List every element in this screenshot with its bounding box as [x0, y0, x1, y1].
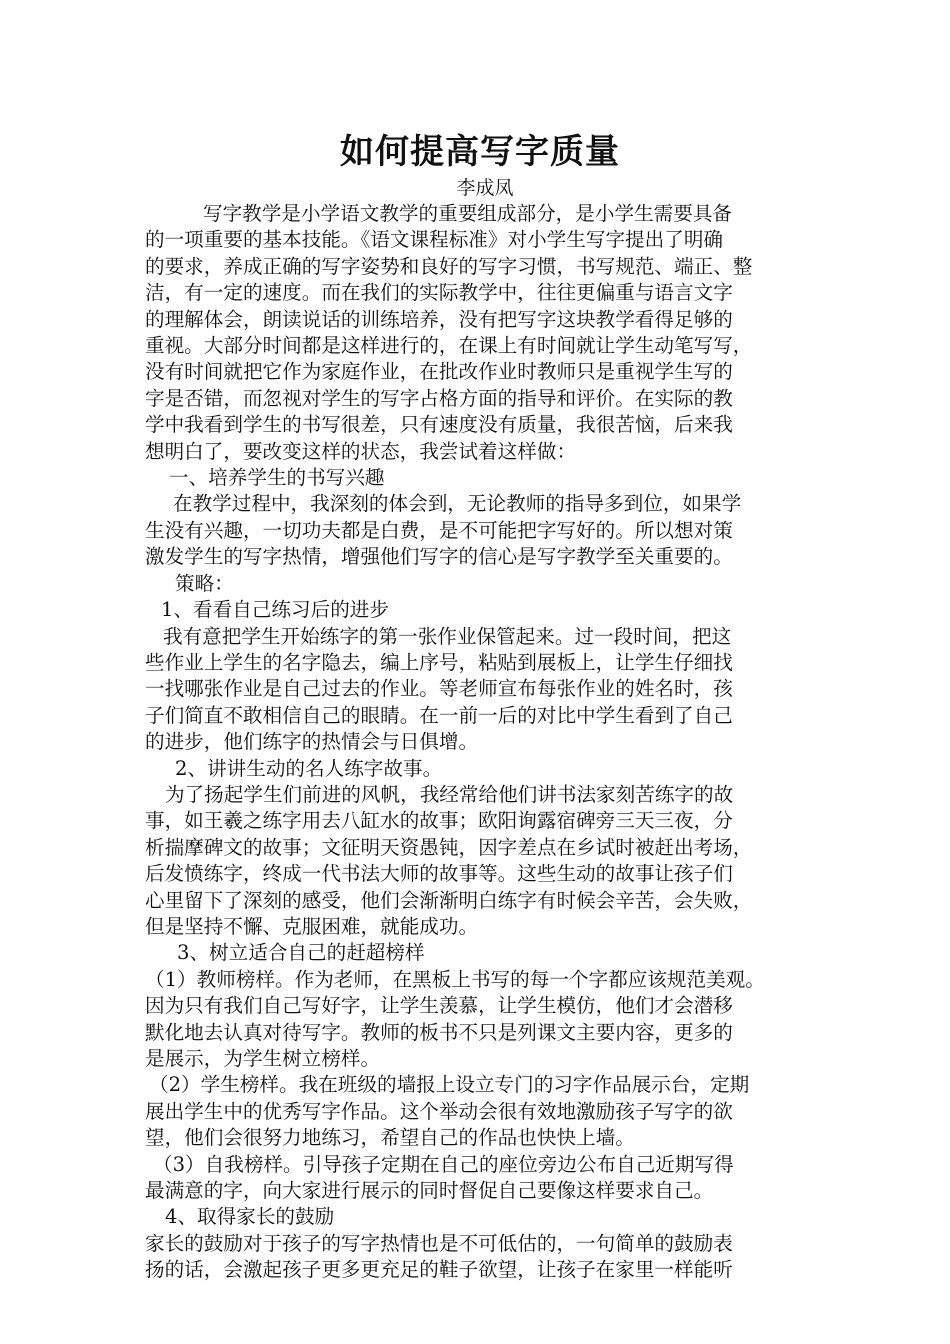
text-line: 4、取得家长的鼓励 — [165, 1205, 335, 1229]
document-body — [145, 201, 825, 1284]
text-line: 是展示，为学生树立榜样。 — [145, 1047, 381, 1070]
document-page — [145, 128, 825, 1284]
text-line: 后发愤练字，终成一代书法大师的故事等。这些生动的故事让孩子们 — [145, 862, 733, 886]
text-line: 洁，有一定的速度。而在我们的实际教学中，往往更偏重与语言文字 — [145, 281, 733, 305]
text-line: 在教学过程中，我深刻的体会到，无论教师的指导多到位，如果学 — [173, 492, 742, 516]
text-line: 的进步，他们练字的热情会与日俱增。 — [145, 730, 479, 754]
text-line: 些作业上学生的名字隐去，编上序号，粘贴到展板上，让学生仔细找 — [145, 650, 733, 674]
text-line: 心里留下了深刻的感受，他们会渐渐明白练字有时候会辛苦，会失败， — [145, 888, 753, 912]
text-line: 激发学生的写字热情，增强他们写字的信心是写字教学至关重要的。 — [145, 545, 733, 569]
text-line: 没有时间就把它作为家庭作业，在批改作业时教师只是重视学生写的 — [145, 360, 733, 384]
text-line: 生没有兴趣，一切功夫都是白费，是不可能把字写好的。所以想对策 — [145, 518, 733, 542]
text-line: 因为只有我们自己写好字，让学生羡慕，让学生模仿，他们才会潜移 — [145, 994, 733, 1018]
text-line: 最满意的字，向大家进行展示的同时督促自己要像这样要求自己。 — [145, 1179, 714, 1203]
text-line: （2）学生榜样。我在班级的墙报上设立专门的习字作品展示台，定期 — [149, 1073, 750, 1097]
text-line: 的一项重要的基本技能。《语文课程标准》对小学生写字提出了明确 — [145, 228, 724, 252]
text-line: 析揣摩碑文的故事；文征明天资愚钝，因字差点在乡试时被赶出考场， — [145, 835, 753, 859]
text-line: 事，如王羲之练字用去八缸水的故事；欧阳询露宿碑旁三天三夜，分 — [145, 809, 733, 833]
text-line: 策略： — [175, 571, 234, 595]
text-line: （1）教师榜样。作为老师，在黑板上书写的每一个字都应该规范美观。 — [145, 967, 765, 991]
text-line: 重视。大部分时间都是这样进行的，在课上有时间就让学生动笔写写， — [145, 334, 753, 358]
text-line: 一、培养学生的书写兴趣 — [169, 466, 385, 490]
text-line: 子们简直不敢相信自己的眼睛。在一前一后的对比中学生看到了自己 — [145, 703, 733, 727]
text-line: 的要求，养成正确的写字姿势和良好的写字习惯，书写规范、端正、整 — [145, 254, 753, 278]
text-line: 字是否错，而忽视对学生的写字占格方面的指导和评价。在实际的教 — [145, 386, 733, 410]
text-line: 我有意把学生开始练字的第一张作业保管起来。过一段时间，把这 — [163, 624, 732, 648]
author-name: 李成凤 — [456, 177, 514, 199]
text-line: 家长的鼓励对于孩子的写字热情也是不可低估的，一句简单的鼓励表 — [145, 1231, 733, 1255]
text-line: 扬的话，会激起孩子更多更充足的鞋子欲望，让孩子在家里一样能听 — [145, 1258, 733, 1282]
document-title: 如何提高写字质量 — [340, 132, 620, 172]
text-line: （3）自我榜样。引导孩子定期在自己的座位旁边公布自己近期写得 — [153, 1152, 734, 1176]
text-line: 展出学生中的优秀写字作品。这个举动会很有效地激励孩子写字的欲 — [145, 1099, 733, 1123]
text-line: 望，他们会很努力地练习，希望自己的作品也快快上墙。 — [145, 1126, 635, 1150]
text-line: 但是坚持不懈、克服困难，就能成功。 — [145, 914, 479, 938]
text-line: 为了扬起学生们前进的风帆，我经常给他们讲书法家刻苦练字的故 — [165, 782, 734, 806]
text-line: 默化地去认真对待写字。教师的板书不只是列课文主要内容，更多的 — [145, 1020, 733, 1044]
text-line: 写字教学是小学语文教学的重要组成部分，是小学生需要具备 — [203, 202, 733, 225]
text-line: 2、讲讲生动的名人练字故事。 — [175, 756, 443, 780]
text-line: 想明白了，要改变这样的状态，我尝试着这样做： — [145, 439, 577, 463]
text-line: 1、看看自己练习后的进步 — [161, 598, 389, 622]
text-line: 3、树立适合自己的赶超榜样 — [177, 941, 425, 965]
text-line: 的理解体会，朗读说话的训练培养，没有把写字这块教学看得足够的 — [145, 307, 733, 331]
text-line: 一找哪张作业是自己过去的作业。等老师宣布每张作业的姓名时，孩 — [145, 677, 733, 701]
text-line: 学中我看到学生的书写很差，只有速度没有质量，我很苦恼，后来我 — [145, 413, 733, 437]
